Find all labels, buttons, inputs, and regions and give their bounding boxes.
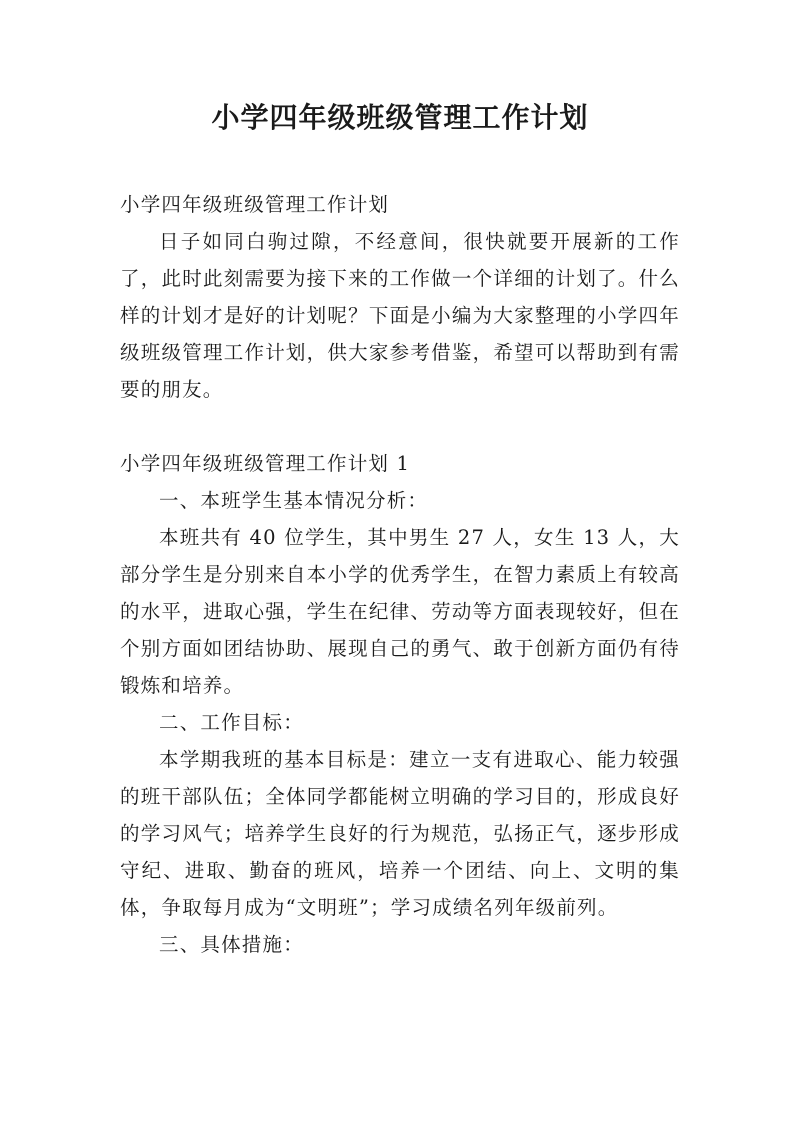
document-title: 小学四年级班级管理工作计划 bbox=[211, 101, 589, 134]
heading-work-goals: 二、工作目标： bbox=[159, 711, 304, 734]
intro-paragraph: 日子如同白驹过隙，不经意间，很快就要开展新的工作了，此时此刻需要为接下来的工作做一个详细的计划了。什么样的计划才是好的计划呢？下面是小编为大家整理的小学四年级班级管理工作计划，供大家参考借鉴，希望可以帮助到有需要的朋友。 bbox=[120, 230, 680, 401]
student-analysis-paragraph: 本班共有 40 位学生，其中男生 27 人，女生 13 人，大部分学生是分别来自本小学的优秀学生，在智力素质上有较高的水平，进取心强，学生在纪律、劳动等方面表现较好，但在个别方面如团结协助、展现自己的勇气、敢于创新方面仍有待锻炼和培养。 bbox=[120, 526, 680, 697]
paragraph-spacer bbox=[120, 408, 680, 445]
heading-student-analysis: 一、本班学生基本情况分析： bbox=[159, 489, 429, 512]
section-title: 小学四年级班级管理工作计划 1 bbox=[120, 452, 411, 475]
document-body bbox=[120, 186, 680, 963]
document-subtitle: 小学四年级班级管理工作计划 bbox=[120, 193, 390, 216]
heading-specific-measures: 三、具体措施： bbox=[159, 933, 304, 956]
work-goals-paragraph: 本学期我班的基本目标是：建立一支有进取心、能力较强的班干部队伍；全体同学都能树立明确的学习目的，形成良好的学习风气；培养学生良好的行为规范，弘扬正气，逐步形成守纪、进取、勤奋的班风，培养一个团结、向上、文明的集体，争取每月成为“文明班”；学习成绩名列年级前列。 bbox=[120, 748, 680, 919]
